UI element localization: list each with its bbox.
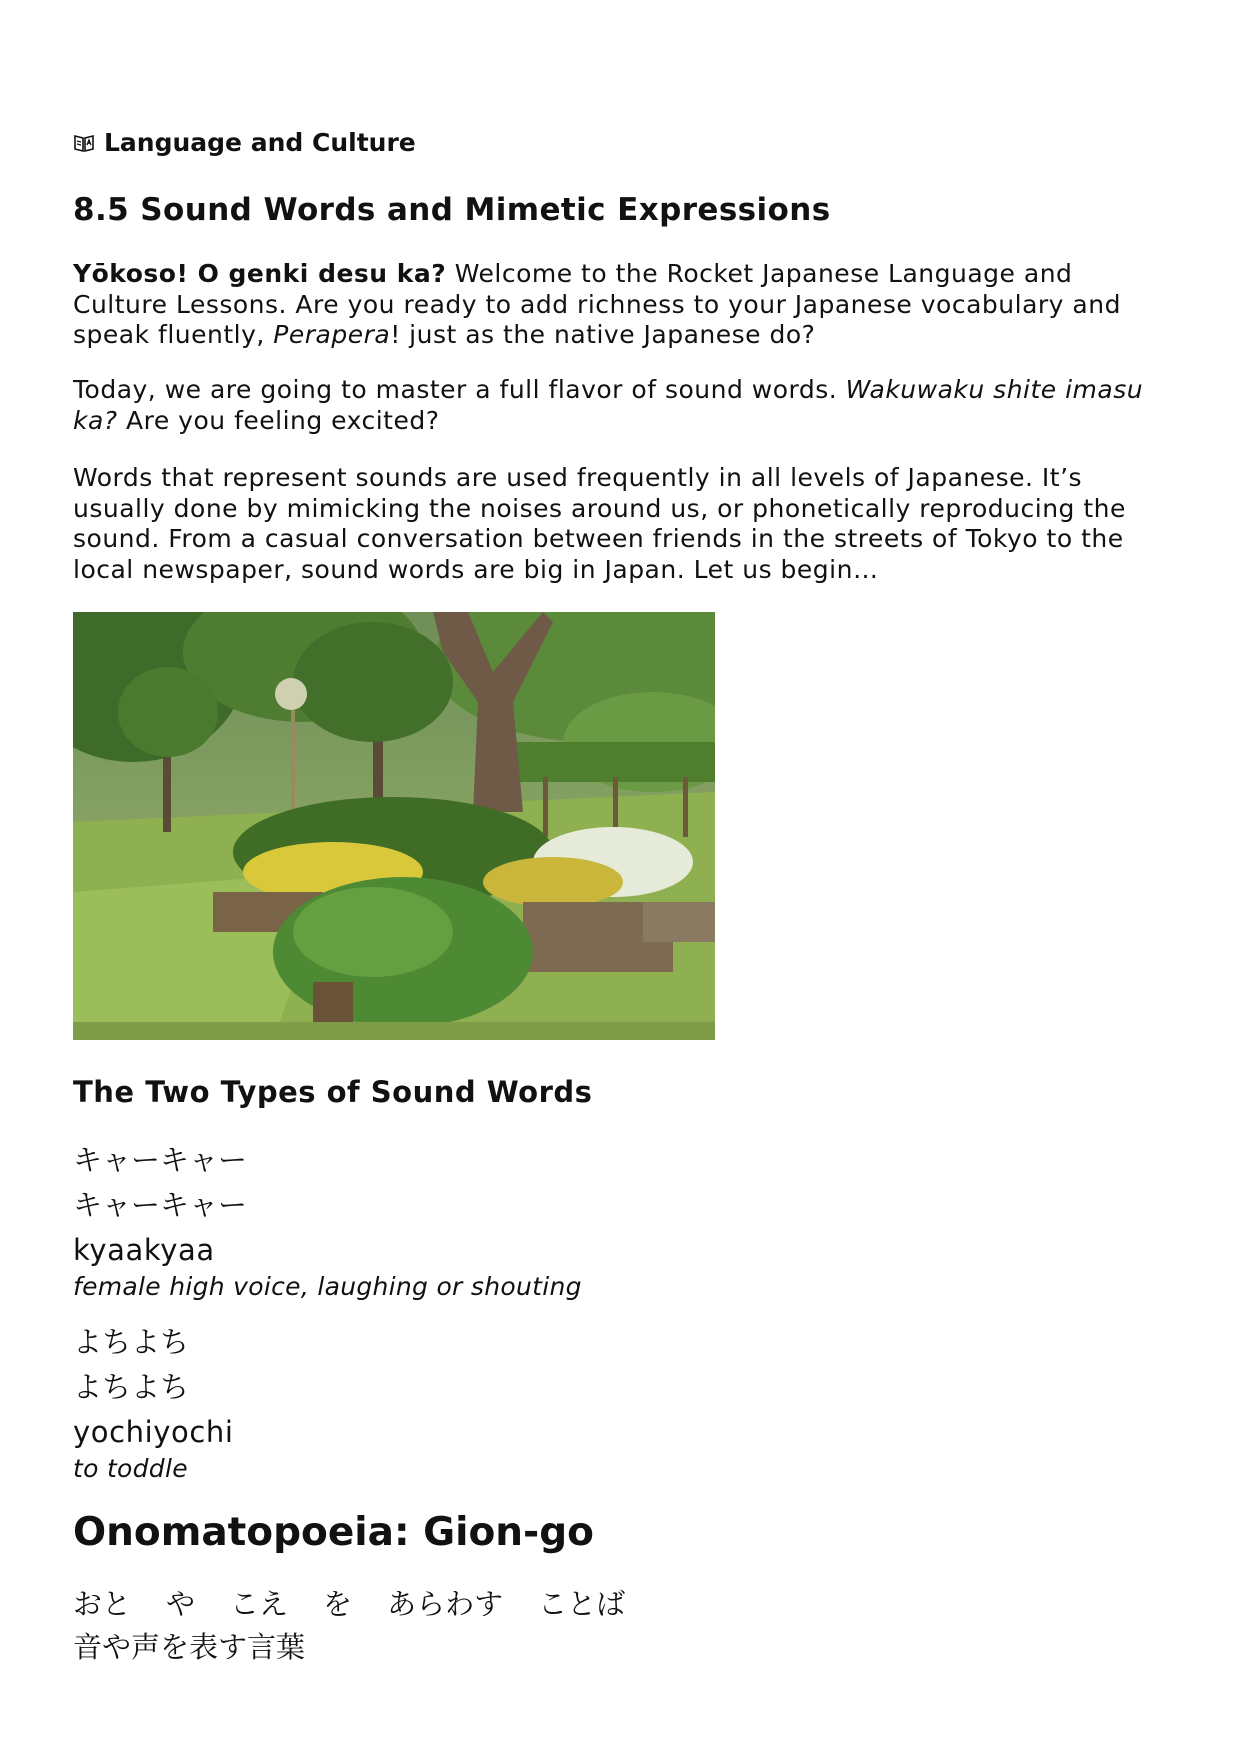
vocab-entry [73, 1138, 582, 1300]
sound-words-paragraph: Words that represent sounds are used frequently in all levels of Japanese. It’s usually done by mimicking the noises around us, or phonetically reproducing the sound. From a casual conversation between friends in the streets of Tokyo to the local newspaper, sound words are big in Japan. Let us begin… [73, 463, 1126, 584]
section-label-text: Language and Culture [104, 128, 416, 157]
vocab-meaning: to toddle [73, 1454, 188, 1483]
open-book-icon [73, 132, 95, 154]
today-text: Today, we are going to master a full flavor of sound words. [73, 375, 846, 404]
furigana-line [73, 1584, 660, 1624]
furigana-word: あらわす [387, 1587, 504, 1621]
vocab-kana: キャーキャー [73, 1143, 248, 1177]
section-label [73, 128, 416, 157]
today-paragraph [73, 375, 1173, 436]
intro-text-end: ! just as the native Japanese do? [390, 320, 816, 349]
furigana-word: おと [73, 1587, 132, 1621]
vocab-kana-reading: よちよち [73, 1370, 190, 1404]
kanji-line: 音や声を表す言葉 [73, 1630, 306, 1664]
park-photo [73, 612, 715, 1040]
today-text-end: Are you feeling excited? [117, 405, 440, 435]
furigana-word: こえ [230, 1587, 289, 1621]
intro-emphasis: Perapera [273, 320, 391, 349]
vocab-meaning: female high voice, laughing or shouting [73, 1272, 582, 1301]
furigana-word: を [323, 1587, 353, 1621]
lesson-title: 8.5 Sound Words and Mimetic Expressions [73, 192, 831, 228]
vocab-romaji: yochiyochi [73, 1415, 234, 1449]
vocab-kana: よちよち [73, 1325, 190, 1359]
intro-paragraph [73, 259, 1173, 351]
vocab-entry [73, 1320, 234, 1482]
vocab-romaji: kyaakyaa [73, 1233, 215, 1267]
furigana-word: や [166, 1587, 196, 1621]
greeting: Yōkoso! O genki desu ka? [73, 259, 447, 288]
sub-title: The Two Types of Sound Words [73, 1075, 593, 1109]
today-emphasis: Wakuwaku shite imasu ka? [73, 375, 1144, 435]
onomatopoeia-title: Onomatopoeia: Gion-go [73, 1510, 594, 1555]
vocab-kana-reading: キャーキャー [73, 1188, 248, 1222]
furigana-word: ことば [538, 1587, 626, 1621]
intro-text: Welcome to the Rocket Japanese Language and Culture Lessons. Are you ready to add richness to your Japanese vocabulary and speak fluently, [73, 259, 1121, 349]
